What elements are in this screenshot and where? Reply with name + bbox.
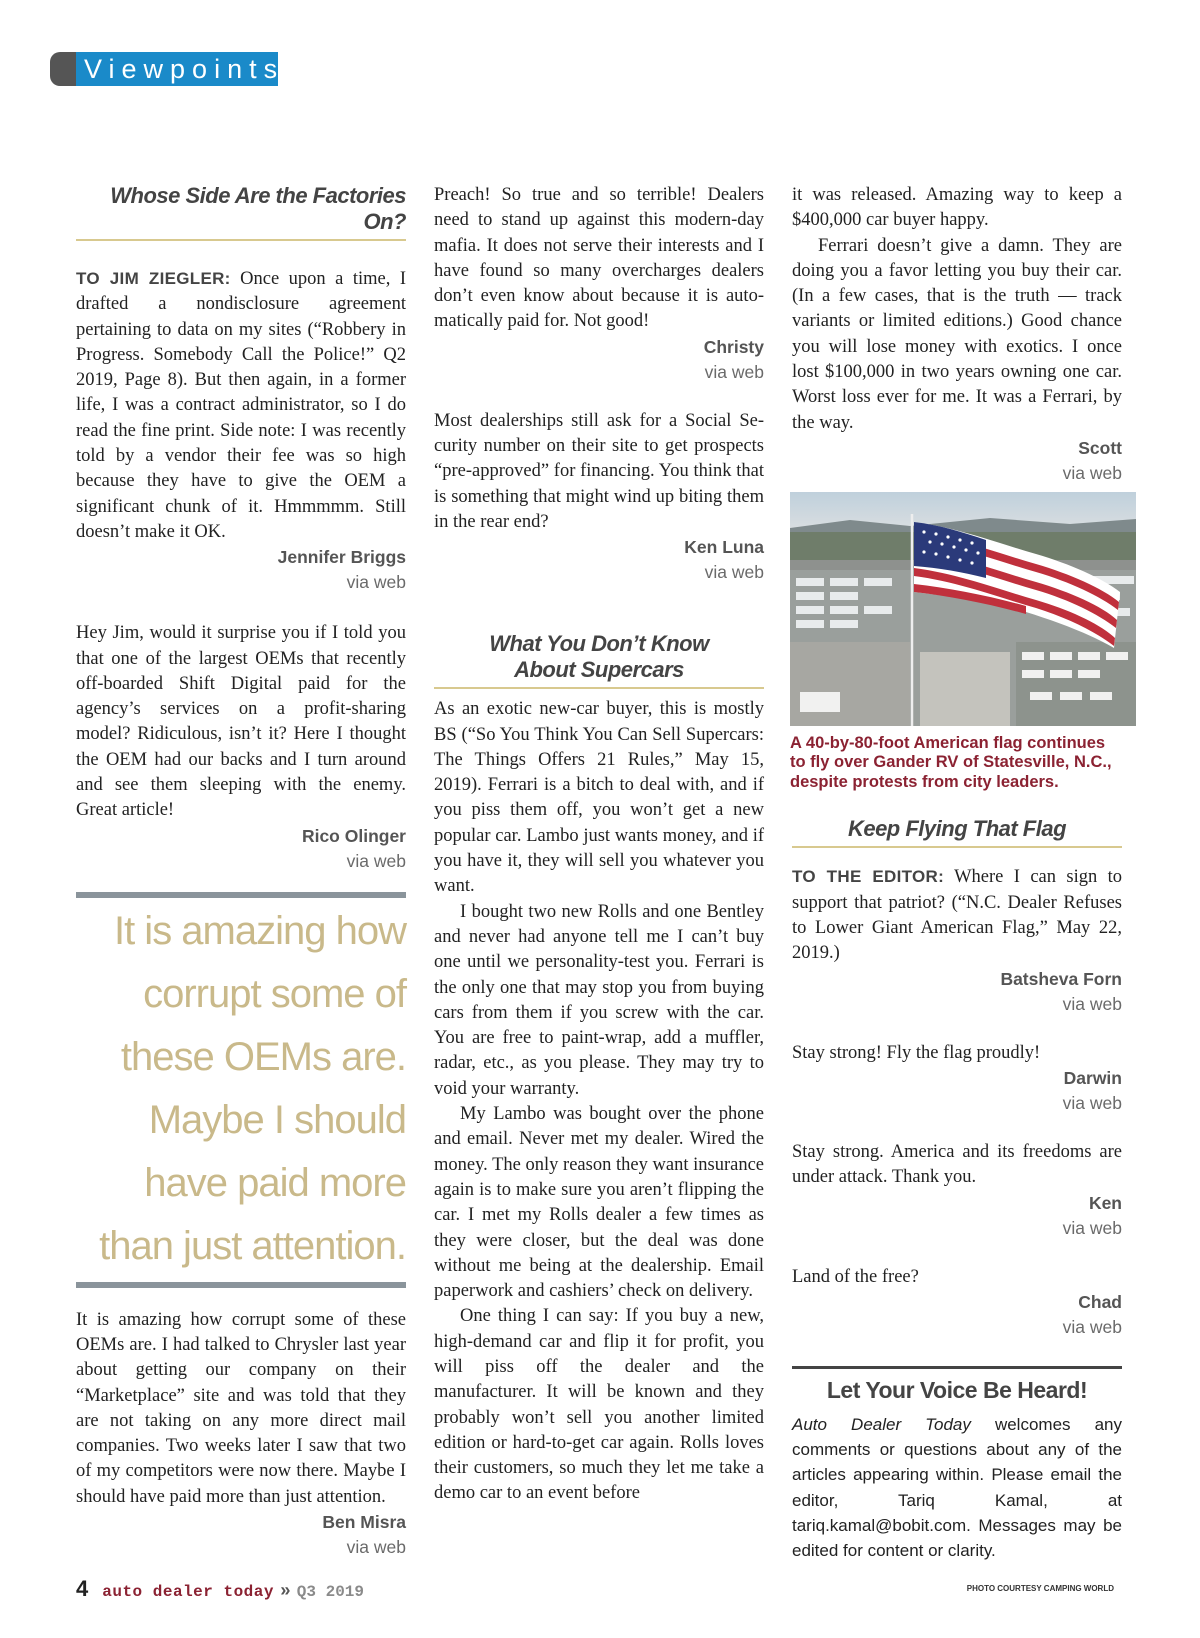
pull-quote-line: corrupt some of <box>143 971 406 1016</box>
author-source: via web <box>1062 1316 1122 1337</box>
author-source: via web <box>1062 462 1122 483</box>
pull-quote-line: Maybe I should <box>148 1097 406 1142</box>
author-source: via web <box>704 361 764 382</box>
author-name: Darwin <box>1063 1067 1122 1088</box>
author-source: via web <box>1062 1217 1122 1238</box>
author-name: Scott <box>1078 437 1122 458</box>
letter-body: Hey Jim, would it surprise you if I told you that one of the largest OEMs that recently off-boarded Shift Digital paid for the agency’s services on a profit-sharing model? Ridiculous, isn’t it? Here I thought the OEM had our backs and I turn around and see them sleeping with the enemy. Great article! <box>76 623 406 821</box>
heading-line: About Supercars <box>514 657 684 683</box>
submission-box <box>792 1366 1122 1564</box>
section-tag-tab <box>50 52 78 86</box>
letter-text: Where I can sign to support that patriot? (“N.C. Dealer Refuses to Lower Giant American Flag,” May 22, 2019.) <box>792 867 1122 964</box>
publication-name: Auto Dealer Today <box>792 1414 971 1434</box>
pull-quote-line: It is amazing how <box>113 908 406 953</box>
letter-body: it was released. Amazing way to keep a $400,000 car buyer happy. <box>792 185 1122 231</box>
article-heading-flag: Keep Flying That Flag <box>792 816 1122 848</box>
author-source: via web <box>1062 993 1122 1014</box>
signature <box>76 545 406 595</box>
signature <box>434 535 764 585</box>
letter-body: Stay strong. America and its freedoms are under attack. Thank you. <box>792 1141 1122 1188</box>
pull-quote-line: have paid more <box>144 1160 406 1205</box>
letter-body: As an exotic new-car buyer, this is mostly BS (“So You Think You Can Sell Supercars: The Things Offers 21 Rules,” May 15, 2019). Ferrari is a bitch to deal with, and if you piss them off, you won’t get a new popular car. Lambo just wants money, and if you have it, they will sell you whatever you want. <box>434 699 764 897</box>
pull-quote-line: these OEMs are. <box>120 1034 406 1079</box>
letter-body: My Lambo was bought over the phone and email. Never met my dealer. Wired the money. The only reason they want insurance again is to make sure you aren’t flipping the car. I met my Rolls dealer a few times as they were closer, but the deal was done without me being at the dealership. Email paperwork and cashiers’ check on delivery. <box>434 1104 764 1302</box>
author-name: Jennifer Briggs <box>277 547 406 568</box>
author-name: Chad <box>1078 1291 1122 1312</box>
author-source: via web <box>346 850 406 871</box>
letter-lead: TO JIM ZIEGLER: <box>76 269 231 288</box>
author-source: via web <box>1062 1092 1122 1113</box>
signature <box>792 967 1122 1017</box>
column-2 <box>434 183 764 1507</box>
letter-body <box>792 864 1122 966</box>
section-tag <box>50 52 285 86</box>
page-footer <box>76 1576 364 1602</box>
signature <box>76 824 406 874</box>
author-name: Batsheva Forn <box>1000 968 1122 989</box>
author-source: via web <box>346 1537 406 1558</box>
letter-body <box>76 266 406 545</box>
author-name: Christy <box>703 336 764 357</box>
signature <box>792 1191 1122 1241</box>
submission-text <box>792 1412 1122 1564</box>
heading-line: What You Don’t Know <box>489 631 709 657</box>
letter-body: Stay strong! Fly the flag proudly! <box>792 1042 1041 1063</box>
letter-body: Preach! So true and so terrible! Dealers need to stand up against this modern-day mafia. It does not serve their interests and I have found so many overcharges dealers don’t even know about because it is automatically paid for. Not good! <box>434 185 764 332</box>
column-1 <box>76 183 406 1560</box>
photo-caption: A 40-by-80-foot American flag continues to fly over Gander RV of Statesville, N.C., despite protests from city leaders. <box>790 733 1112 791</box>
flag-photo <box>790 492 1136 726</box>
signature <box>434 335 764 385</box>
author-name: Rico Olinger <box>301 825 406 846</box>
footer-separator: » <box>279 1582 291 1602</box>
letter-body: Land of the free? <box>792 1266 919 1287</box>
issue-label: Q3 2019 <box>296 1583 365 1601</box>
author-name: Ben Misra <box>322 1512 406 1533</box>
article-heading-supercars <box>434 631 764 689</box>
author-name: Ken <box>1088 1192 1122 1213</box>
submission-title: Let Your Voice Be Heard! <box>826 1376 1088 1403</box>
photo-credit: PHOTO COURTESY CAMPING WORLD <box>966 1584 1114 1593</box>
signature <box>76 1510 406 1560</box>
letter-body: Ferrari doesn’t give a damn. They are doing you a favor letting you buy their car. (In a few cases, that is the truth — track variants or limited editions.) Good chance you will lose money with exotics. I once lost $100,000 in two years owning one car. Worst loss ever for me. It was a Ferrari, by the way. <box>792 235 1122 433</box>
pull-quote-line: than just attention. <box>99 1223 406 1268</box>
page-number: 4 <box>76 1576 89 1601</box>
author-source: via web <box>704 562 764 583</box>
letter-text: Once upon a time, I drafted a nondisclosure agreement pertaining to data on my sites (“Robbery in Progress. Somebody Call the Police!” Q2 2019, Page 8). But then again, in a former life, I was a contract administrator, so I do read the fine print. Side note: I was recently told by a vendor their fee was so high because they have to give the OEM a significant chunk of it. Hmmmmm. Still doesn’t make it OK. <box>76 269 406 542</box>
signature <box>792 1066 1122 1116</box>
letter-body: One thing I can say: If you buy a new, high-demand car and flip it for profit, you will piss off the dealer and the manufacturer. It will be known and they probably won’t sell you another limited edition or hard-to-get car again. Rolls loves their customers, so much they let me take a demo car to an event before <box>434 1306 764 1504</box>
letter-body: It is amazing how corrupt some of these OEMs are. I had talked to Chrysler last year about getting our company on their “Marketplace” site and was told that they are not taking on any more direct mail companies. Two weeks later I saw that two of my competitors were now there. Maybe I should have paid more than just attention. <box>76 1309 406 1507</box>
signature <box>792 436 1122 486</box>
signature <box>792 1290 1122 1340</box>
section-tag-label: Viewpoints <box>76 52 278 86</box>
pull-quote <box>76 892 406 1288</box>
column-3 <box>792 183 1122 1564</box>
article-heading-factories: Whose Side Are the Factories On? <box>76 183 406 241</box>
letter-lead: TO THE EDITOR: <box>792 867 945 887</box>
letter-body: I bought two new Rolls and one Bentley and never had anyone tell me I can’t buy one until we personality-test you. Ferrari is the only one that may stop you from buying cars from them if you screw with the car. You are free to paint-wrap, add a muffler, radar, etc., as you please. They may try to void your warranty. <box>434 901 764 1099</box>
publication-title: auto dealer today <box>102 1583 274 1601</box>
letter-body: Most dealerships still ask for a Social Security number on their site to get prospects “pre-approved” for financing. You think that is something that might wind up biting them in the rear end? <box>434 410 764 532</box>
submission-body: welcomes any comments or questions about any of the articles appearing within. Please email the editor, Tariq Kamal, at tariq.kamal@bobit.com. Messages may be edited for content or clarity. <box>792 1414 1122 1561</box>
author-name: Ken Luna <box>684 537 764 558</box>
author-source: via web <box>346 572 406 593</box>
